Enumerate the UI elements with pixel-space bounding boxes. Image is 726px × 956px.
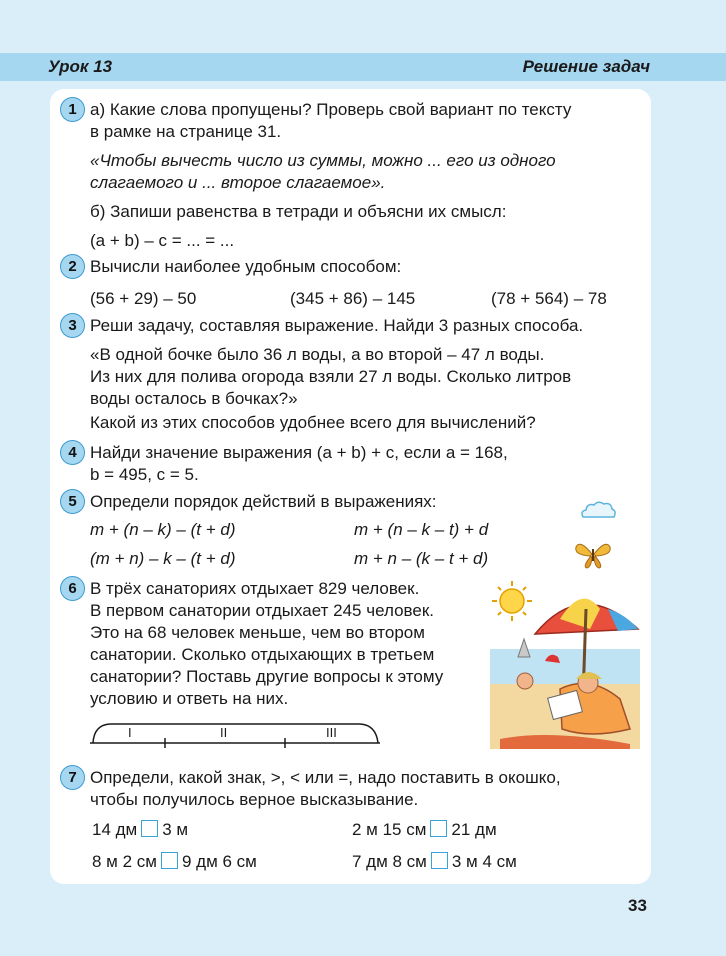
answer-box-4[interactable] — [431, 852, 448, 869]
comparison-3-left: 8 м 2 см — [92, 852, 157, 871]
comparison-2-right: 21 дм — [451, 820, 497, 839]
task3-quote2: Из них для полива огорода взяли 27 л воды. Сколько литров — [90, 367, 572, 386]
task4-line1: Найди значение выражения (a + b) + c, если a = 168, — [90, 443, 508, 462]
task-number-4: 4 — [60, 440, 85, 465]
comparison-2-left: 2 м 15 см — [352, 820, 427, 839]
task-number-5: 5 — [60, 489, 85, 514]
task-number-2: 2 — [60, 254, 85, 279]
lesson-header-band — [0, 53, 726, 81]
task3-text: Реши задачу, составляя выражение. Найди 3 разных способа. — [90, 316, 584, 335]
task1-line1: а) Какие слова пропущены? Проверь свой вариант по тексту — [90, 100, 572, 119]
lesson-topic: Решение задач — [522, 57, 650, 76]
task5-expr4: m + n – (k – t + d) — [354, 549, 489, 568]
task-number-7: 7 — [60, 765, 85, 790]
task6-line5: санатории? Поставь другие вопросы к этому — [90, 667, 444, 686]
task3-question: Какой из этих способов удобнее всего для вычислений? — [90, 413, 536, 432]
task-number-6: 6 — [60, 576, 85, 601]
segment-label-1: I — [128, 725, 132, 740]
task3-quote1: «В одной бочке было 36 л воды, а во второй – 47 л воды. — [90, 345, 545, 364]
comparison-4 — [352, 851, 517, 873]
task5-expr2: m + (n – k – t) + d — [354, 520, 489, 539]
segment-label-2: II — [220, 725, 228, 740]
task6-line6: условию и ответь на них. — [90, 689, 289, 708]
task6-line1: В трёх санаториях отдыхает 829 человек. — [90, 579, 420, 598]
task4-line2: b = 495, c = 5. — [90, 465, 199, 484]
task1-line2: в рамке на странице 31. — [90, 122, 282, 141]
lesson-title: Урок 13 — [48, 57, 113, 76]
task2-text: Вычисли наиболее удобным способом: — [90, 257, 402, 276]
task1-formula: (a + b) – c = ... = ... — [90, 231, 235, 250]
task5-expr3: (m + n) – k – (t + d) — [90, 549, 236, 568]
beach-vacation-illustration — [490, 579, 640, 749]
segment-diagram — [90, 717, 382, 749]
exercise-card — [50, 89, 651, 884]
answer-box-2[interactable] — [430, 820, 447, 837]
task2-expr2: (345 + 86) – 145 — [290, 289, 416, 308]
task1-line3: б) Запиши равенства в тетради и объясни их смысл: — [90, 202, 507, 221]
task5-text: Определи порядок действий в выражениях: — [90, 492, 437, 511]
task6-line3: Это на 68 человек меньше, чем во втором — [90, 623, 425, 642]
comparison-1-left: 14 дм — [92, 820, 138, 839]
task2-expr1: (56 + 29) – 50 — [90, 289, 197, 308]
task-number-1: 1 — [60, 97, 85, 122]
page-number: 33 — [628, 896, 647, 915]
butterfly-icon — [572, 537, 614, 571]
answer-box-1[interactable] — [141, 820, 158, 837]
answer-box-3[interactable] — [161, 852, 178, 869]
segment-label-3: III — [326, 725, 337, 740]
comparison-2 — [352, 819, 497, 841]
task6-line4: санатории. Сколько отдыхающих в третьем — [90, 645, 435, 664]
task6-line2: В первом санатории отдыхает 245 человек. — [90, 601, 434, 620]
comparison-3-right: 9 дм 6 см — [181, 852, 257, 871]
task1-quote1: «Чтобы вычесть число из суммы, можно ... его из одного — [90, 151, 556, 170]
comparison-4-right: 3 м 4 см — [451, 852, 517, 871]
comparison-1 — [92, 819, 188, 841]
task7-line1: Определи, какой знак, >, < или =, надо поставить в окошко, — [90, 768, 561, 787]
task7-line2: чтобы получилось верное высказывание. — [90, 790, 419, 809]
cloud-icon — [578, 499, 618, 521]
task1-quote2: слагаемого и ... второе слагаемое». — [90, 173, 386, 192]
comparison-4-left: 7 дм 8 см — [352, 852, 427, 871]
task2-expr3: (78 + 564) – 78 — [491, 289, 607, 308]
task-number-3: 3 — [60, 313, 85, 338]
comparison-3 — [92, 851, 257, 873]
comparison-1-right: 3 м — [162, 820, 189, 839]
task5-expr1: m + (n – k) – (t + d) — [90, 520, 236, 539]
task3-quote3: воды осталось в бочках?» — [90, 389, 298, 408]
